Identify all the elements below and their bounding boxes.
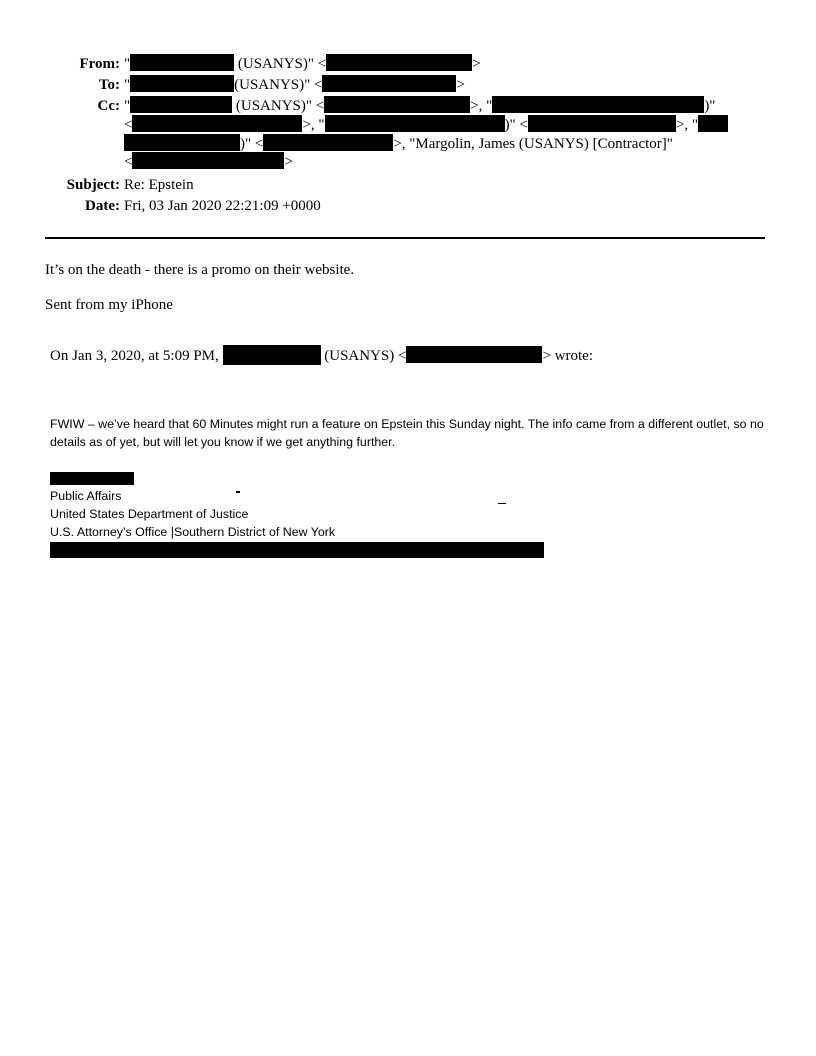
date-label: Date: [85, 198, 120, 214]
quote-intro [50, 345, 593, 367]
from-org: (USANYS)" < [234, 56, 327, 72]
redaction-block [406, 346, 542, 363]
redaction-block [324, 96, 470, 113]
redaction-block [132, 115, 302, 132]
from-close: > [472, 56, 481, 72]
cc-text: < [124, 154, 133, 170]
cc-text: )" < [504, 117, 528, 133]
cc-text: (USANYS)" < [232, 98, 325, 114]
redaction-block [130, 54, 234, 71]
subject-value: Re: Epstein [124, 177, 194, 193]
signature-org: United States Department of Justice [50, 507, 249, 521]
signature-dept: Public Affairs [50, 489, 122, 503]
redaction-block [132, 152, 284, 169]
redaction-block [130, 96, 232, 113]
to-label: To: [98, 77, 120, 93]
redaction-block [698, 115, 728, 132]
cc-text: < [124, 117, 133, 133]
quote-intro-text: (USANYS) < [324, 348, 407, 364]
sent-from-line: Sent from my iPhone [45, 297, 173, 313]
cc-text: >, "Margolin, James (USANYS) [Contractor]" [393, 136, 673, 152]
cc-text: >, " [675, 117, 698, 133]
from-value [124, 54, 481, 75]
redaction-block [223, 345, 321, 365]
cc-value-line-4 [124, 152, 293, 173]
redaction-block [124, 134, 240, 151]
quote-intro-text: On Jan 3, 2020, at 5:09 PM, [50, 348, 219, 364]
header-divider [45, 237, 765, 239]
redaction-block [322, 75, 456, 92]
cc-text: >, " [470, 98, 493, 114]
subject-label: Subject: [66, 177, 120, 193]
redaction-block [528, 115, 676, 132]
cc-text: >, " [302, 117, 325, 133]
redaction-block [130, 75, 234, 92]
redaction-block [325, 115, 505, 132]
from-quote: " [124, 56, 131, 72]
reply-line: It’s on the death - there is a promo on their website. [45, 262, 355, 278]
cc-value-line-2 [124, 115, 728, 136]
cc-text: )" < [240, 136, 264, 152]
cc-text: )" [704, 98, 716, 114]
redaction-block [263, 134, 393, 151]
to-value [124, 75, 465, 96]
cc-text: " [124, 98, 131, 114]
stray-mark [498, 503, 506, 504]
cc-text: > [284, 154, 293, 170]
quote-intro-text: > wrote: [542, 348, 593, 364]
stray-mark [236, 491, 240, 493]
to-org: (USANYS)" < [234, 77, 323, 93]
redaction-block [50, 542, 544, 558]
date-value: Fri, 03 Jan 2020 22:21:09 +0000 [124, 198, 321, 214]
quoted-paragraph: FWIW – we’ve heard that 60 Minutes might run a feature on Epstein this Sunday night. The info came from a different outlet, so no details as of yet, but will let you know if we get anything further. [50, 417, 764, 449]
to-quote: " [124, 77, 131, 93]
redaction-block [326, 54, 472, 71]
signature-office: U.S. Attorney’s Office |Southern District of New York [50, 525, 336, 539]
from-label: From: [79, 56, 120, 72]
cc-label: Cc: [97, 98, 120, 114]
redaction-block [50, 472, 134, 485]
cc-value-line-1 [124, 96, 715, 117]
to-close: > [456, 77, 465, 93]
redaction-block [492, 96, 704, 113]
